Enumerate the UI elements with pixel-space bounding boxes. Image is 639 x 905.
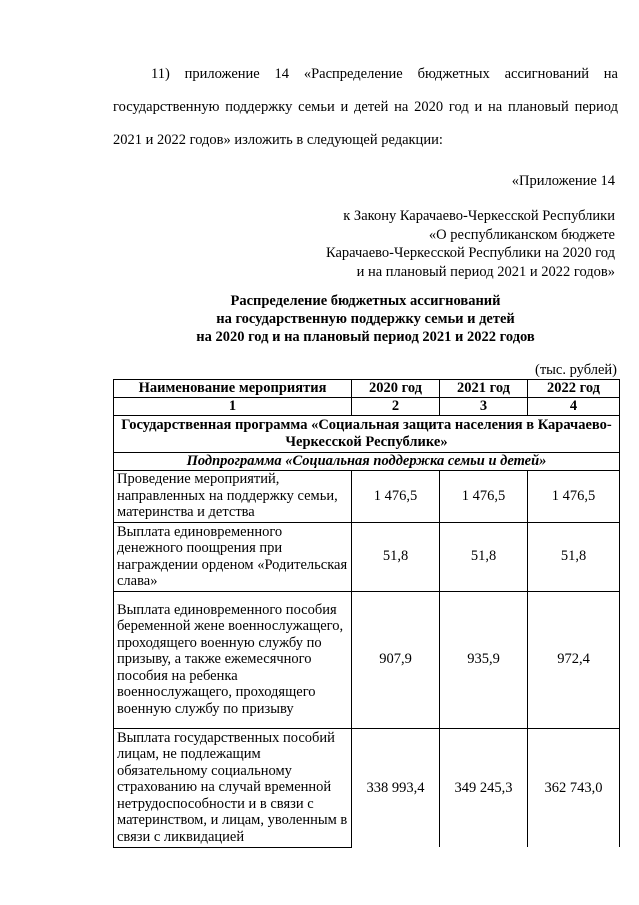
row-value-2022: 51,8 [528, 522, 620, 591]
column-header: 2022 год [528, 380, 620, 398]
row-value-2020: 338 993,4 [352, 728, 440, 847]
heading-line: Распределение бюджетных ассигнований [230, 293, 501, 309]
subprogram-title: Подпрограмма «Социальная поддержка семьи и детей» [114, 452, 620, 470]
row-value-2021: 349 245,3 [440, 728, 528, 847]
column-index: 1 [114, 398, 352, 416]
budget-table [113, 379, 620, 848]
subprogram-row [114, 452, 620, 470]
appendix-title: «Приложение 14 [511, 173, 615, 189]
intro-paragraph: 11) приложение 14 «Распределение бюджетных ассигнований на государственную поддержку семьи и детей на 2020 год и на плановый период 2021 и 2022 годов» изложить в следующей редакции: [113, 66, 618, 148]
row-name: Выплата единовременного пособия беременной жене военнослужащего, проходящего военную службу по призыву, а также ежемесячного пособия на ребенка военнослужащего, проходящего военную службу по призыву [114, 591, 352, 728]
row-value-2021: 51,8 [440, 522, 528, 591]
table-index-row [114, 398, 620, 416]
row-name: Выплата государственных пособий лицам, не подлежащим обязательному социальному страхованию на случай временной нетрудоспособности и в связи с материнством, и лицам, уволенным в связи с ликвидацией [114, 728, 352, 847]
table-header-row [114, 380, 620, 398]
column-header: 2020 год [352, 380, 440, 398]
document-heading [113, 292, 618, 346]
row-value-2021: 935,9 [440, 591, 528, 728]
column-header: 2021 год [440, 380, 528, 398]
unit-label: (тыс. рублей) [535, 362, 617, 378]
table-row [114, 470, 620, 522]
appendix-line: к Закону Карачаево-Черкесской Республики [343, 208, 615, 224]
row-value-2020: 1 476,5 [352, 470, 440, 522]
row-value-2020: 51,8 [352, 522, 440, 591]
column-header: Наименование мероприятия [114, 380, 352, 398]
table-row [114, 591, 620, 728]
heading-line: на государственную поддержку семьи и детей [216, 311, 515, 327]
row-value-2022: 362 743,0 [528, 728, 620, 847]
table-row [114, 728, 620, 847]
row-value-2022: 972,4 [528, 591, 620, 728]
program-title: Государственная программа «Социальная защита населения в Карачаево-Черкесской Республике» [114, 415, 620, 452]
table-row [114, 522, 620, 591]
column-index: 2 [352, 398, 440, 416]
row-value-2021: 1 476,5 [440, 470, 528, 522]
row-name: Выплата единовременного денежного поощрения при награждении орденом «Родительская слава» [114, 522, 352, 591]
heading-line: на 2020 год и на плановый период 2021 и 2022 годов [196, 329, 535, 345]
appendix-line: и на плановый период 2021 и 2022 годов» [356, 263, 615, 280]
appendix-reference [326, 207, 615, 281]
row-value-2020: 907,9 [352, 591, 440, 728]
program-row [114, 415, 620, 452]
column-index: 4 [528, 398, 620, 416]
row-value-2022: 1 476,5 [528, 470, 620, 522]
appendix-line: Карачаево-Черкесской Республики на 2020 год [325, 245, 615, 261]
column-index: 3 [440, 398, 528, 416]
row-name: Проведение мероприятий, направленных на поддержку семьи, материнства и детства [114, 470, 352, 522]
appendix-line: «О республиканском бюджете [428, 226, 615, 243]
